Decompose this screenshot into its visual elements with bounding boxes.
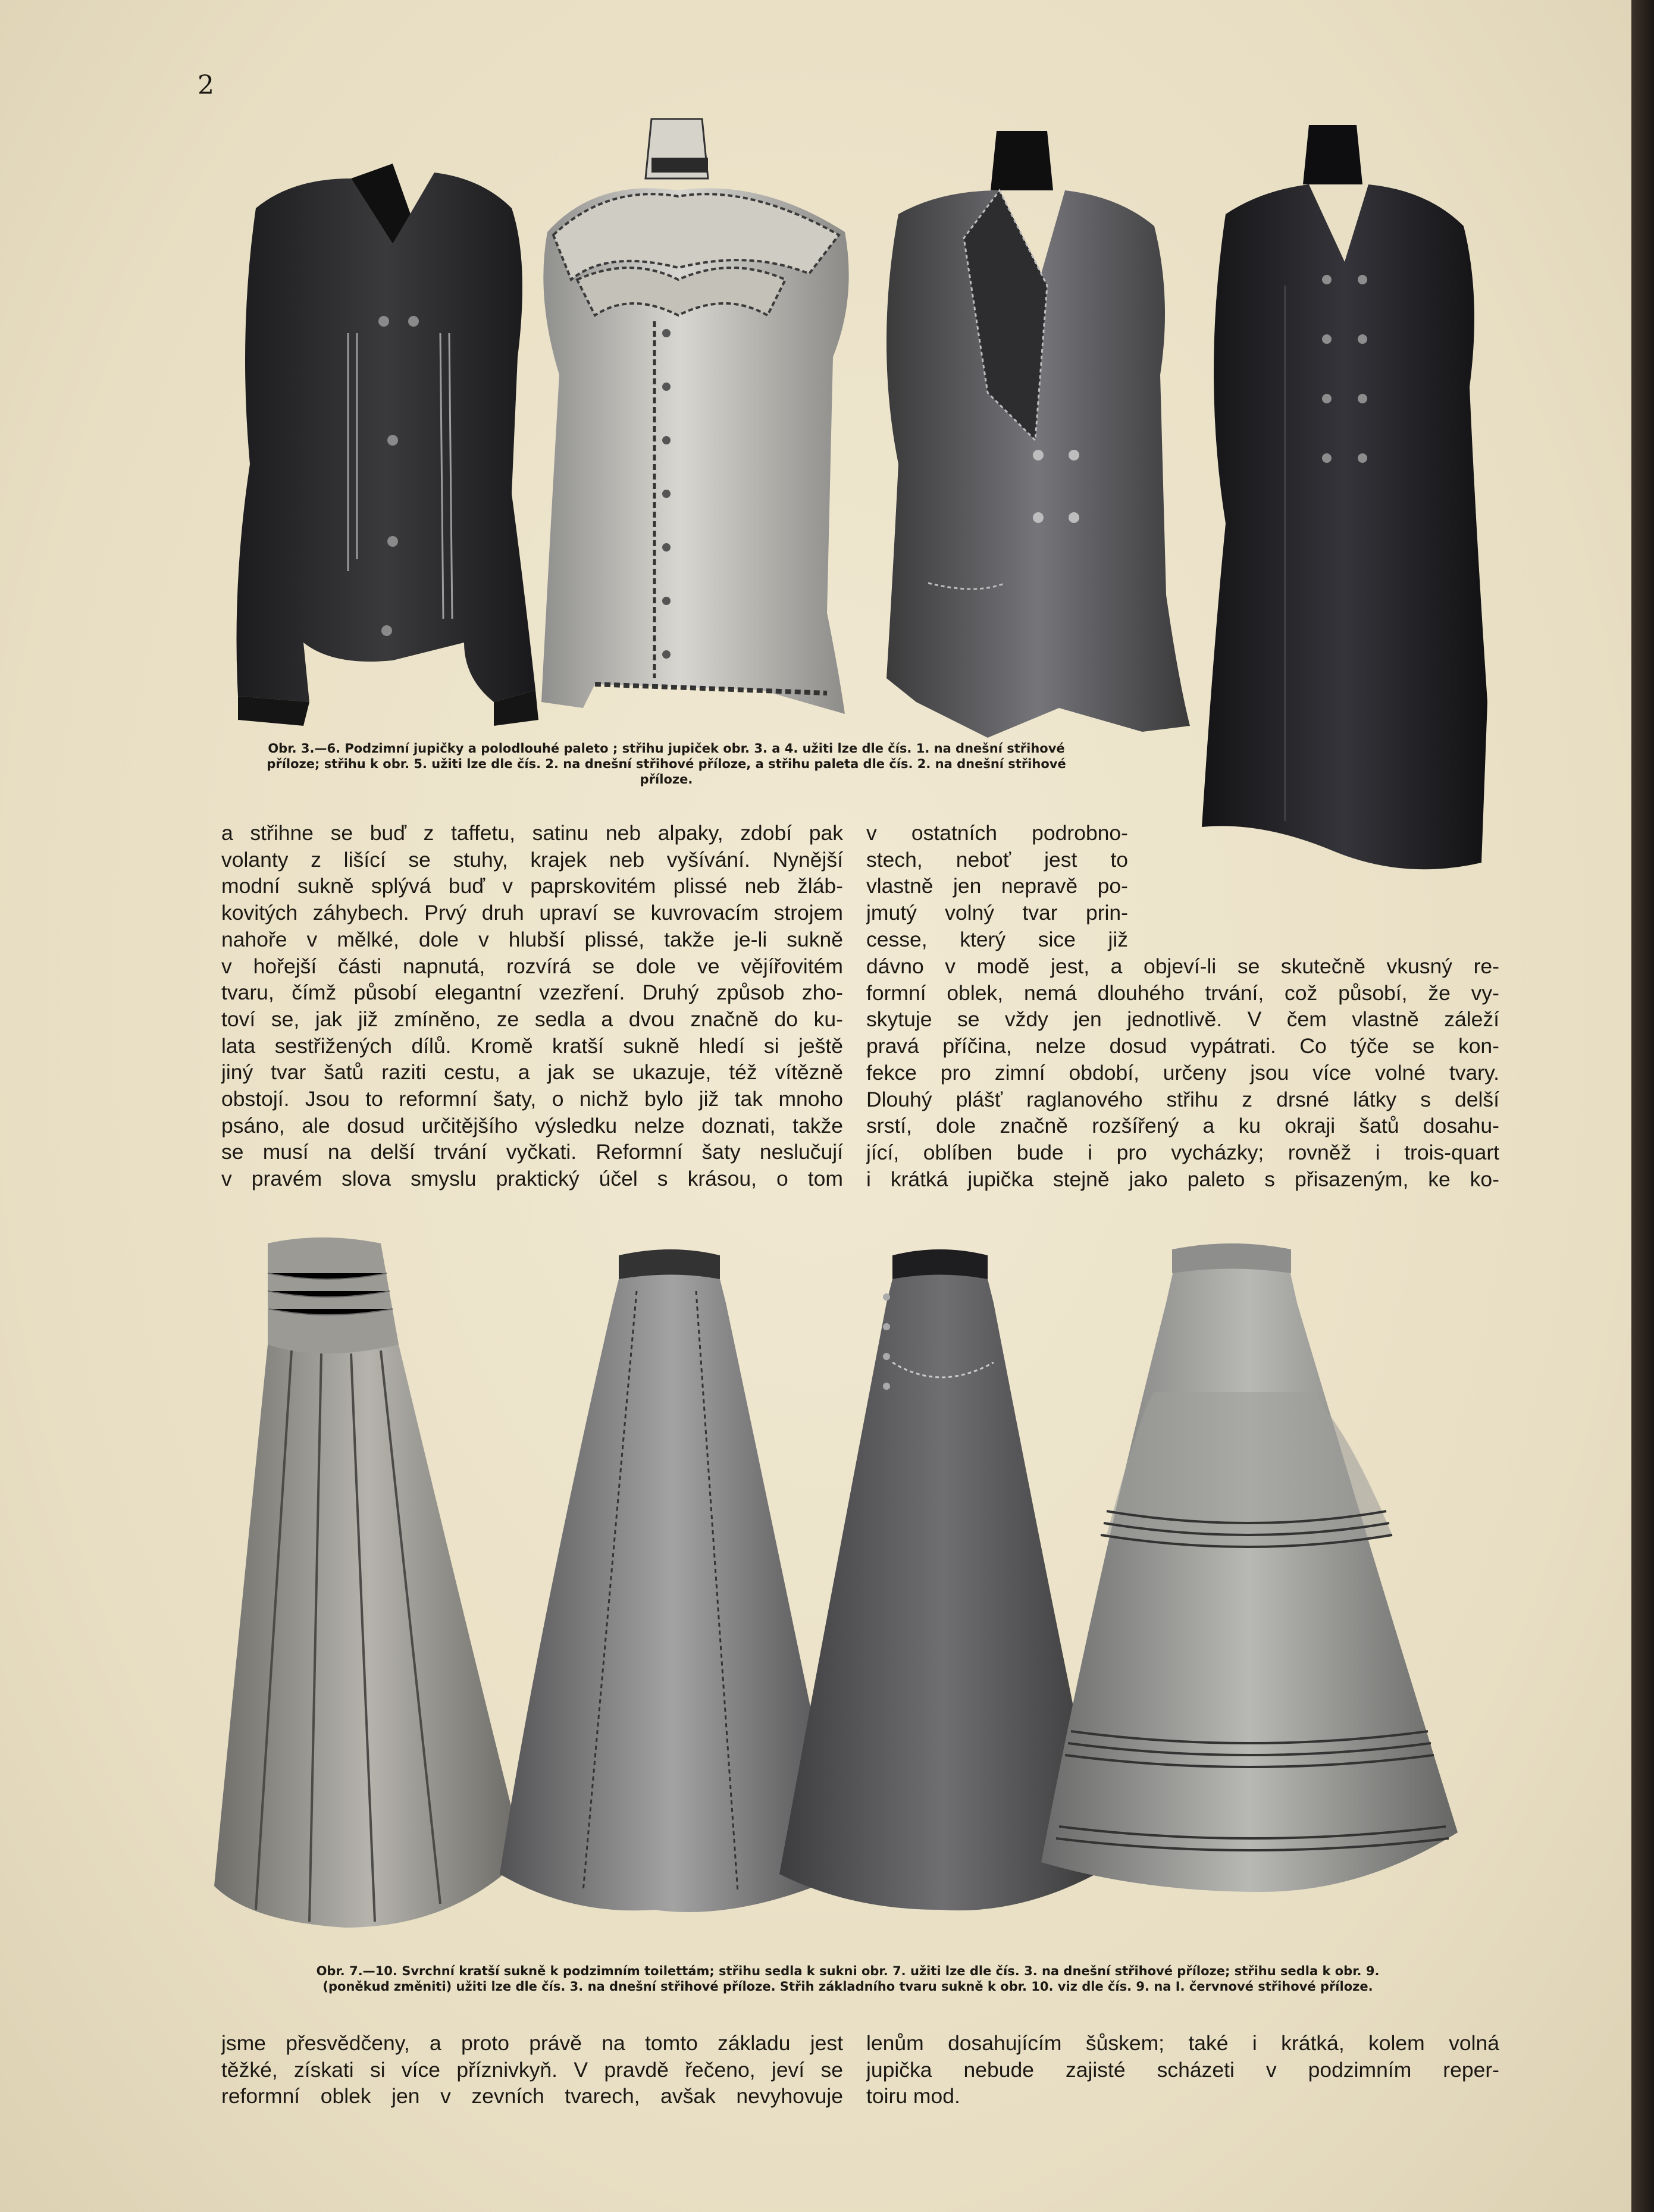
text-line: volanty z lišící se stuhy, krajek neb vyšívání. Nynější [221,847,843,872]
text-line: cesse, který sice již [866,927,1128,951]
text-line: se musí na delší trvání vyčkati. Reformní šaty neslučují [221,1140,843,1164]
text-line: lenům dosahujícím šůskem; také i krátká, kolem volná [866,2031,1499,2055]
jacket-figure-5 [886,131,1190,738]
caption-line: (poněkud změniti) užiti lze dle čís. 3. na dnešní střihové příloze. Střih základního tvaru sukně k obr. 10. viz dle čís. 9. na I. červnové střihové příloze. [322,1979,1373,1994]
text-line: nahoře v mělké, dole v hlubší plissé, takže je-li sukně [221,927,843,951]
top-figure-caption [190,741,1142,787]
caption-line: Obr. 7.—10. Svrchní kratší sukně k podzimním toilettám; střihu sedla k sukni obr. 7. užiti lze dle čís. 3. na dnešní střihové příloze; střihu sedla k obr. 9. [316,1964,1380,1978]
text-line: skytuje se vždy jen jednotlivě. V čem vlastně záleží [866,1007,1499,1032]
bottom-right-column-text [866,2030,1499,2110]
text-line: toví se, jak již zmíněno, ze sedla a dvou značně do ku- [221,1007,843,1031]
text-line: jmutý volný tvar prin- [866,901,1128,925]
text-line: pravá příčina, nelze dosud vypátrati. Co týče se kon- [866,1034,1499,1058]
jacket-figure-3 [237,164,539,726]
text-line: Dlouhý plášť raglanového střihu z drsné látky s delší [866,1087,1499,1111]
text-line: srstí, dole značně rozšířený a ku okraji šatů dosahu- [866,1114,1499,1138]
text-line: fekce pro zimní období, určeny jsou více volné tvary. [866,1060,1499,1085]
right-column-text [866,953,1499,1192]
right-column-narrow-text [866,820,1128,953]
text-line: obstojí. Jsou to reformní šaty, o nichž bylo již tak mnoho [221,1087,843,1111]
left-column-text [221,820,843,1192]
skirt-figure-7 [214,1237,524,1928]
text-line: stech, neboť jest to [866,847,1128,872]
text-line: a střihne se buď z taffetu, satinu neb alpaky, zdobí pak [221,821,843,845]
text-line: formní oblek, nemá dlouhého trvání, což působí, že vy- [866,980,1499,1005]
text-line: v pravém slova smyslu praktický účel s krásou, o tom [221,1167,843,1191]
jacket-figure-4 [541,119,849,714]
text-line: jupička nebude zajisté scházeti v podzimním reper- [866,2057,1499,2082]
caption-line: příloze. [640,772,693,787]
text-line: modní sukně splývá buď v paprskovitém plissé neb žláb- [221,874,843,898]
text-line: kovitých záhybech. Prvý druh upraví se kuvrovacím strojem [221,901,843,925]
bottom-figure-caption [208,1963,1487,1994]
text-line: lata sestřižených dílů. Kromě kratší sukně hledí si ještě [221,1033,843,1058]
text-line: vlastně jen nepravě po- [866,874,1128,898]
text-line: jiný tvar šatů raziti cestu, a jak se ukazuje, též vítězně [221,1060,843,1085]
page-edge-shadow [1631,0,1654,2212]
skirts-illustration [202,1226,1487,1951]
text-line: toiru mod. [866,2084,960,2108]
caption-line: Obr. 3.—6. Podzimní jupičky a polodlouhé paleto ; střihu jupiček obr. 3. a 4. užiti lze dle čís. 1. na dnešní střihové [268,741,1065,756]
text-line: psáno, ale dosud určitějšího výsledku nelze doznati, takže [221,1113,843,1138]
text-line: reformní oblek jen v zevních tvarech, avšak nevyhovuje [221,2084,843,2108]
page-number: 2 [198,70,214,101]
text-line: dávno v modě jest, a objeví-li se skutečně vkusný re- [866,954,1499,978]
bottom-left-column-text [221,2030,843,2110]
text-line: jící, oblíben bude i pro vycházky; rovněž i trois-quart [866,1140,1499,1164]
text-line: tvaru, čímž působí elegantní vzezření. Druhý způsob zho- [221,980,843,1005]
text-line: v hořejší části napnutá, rozvírá se dole ve vějířovitém [221,954,843,978]
caption-line: příloze; střihu k obr. 5. užiti lze dle čís. 2. na dnešní střihové příloze, a střihu paleta dle čís. 2. na dnešní střihové [267,757,1066,771]
skirt-figure-10 [1041,1243,1458,1892]
text-line: v ostatních podrobno- [866,821,1128,845]
text-line: těžké, získati si více příznivkyň. V pravdě řečeno, jeví se [221,2057,843,2082]
text-line: i krátká jupička stejně jako paleto s přisazeným, ke ko- [866,1167,1499,1191]
text-line: jsme přesvědčeny, a proto právě na tomto základu jest [221,2031,843,2055]
paletot-figure-6 [1202,125,1487,869]
